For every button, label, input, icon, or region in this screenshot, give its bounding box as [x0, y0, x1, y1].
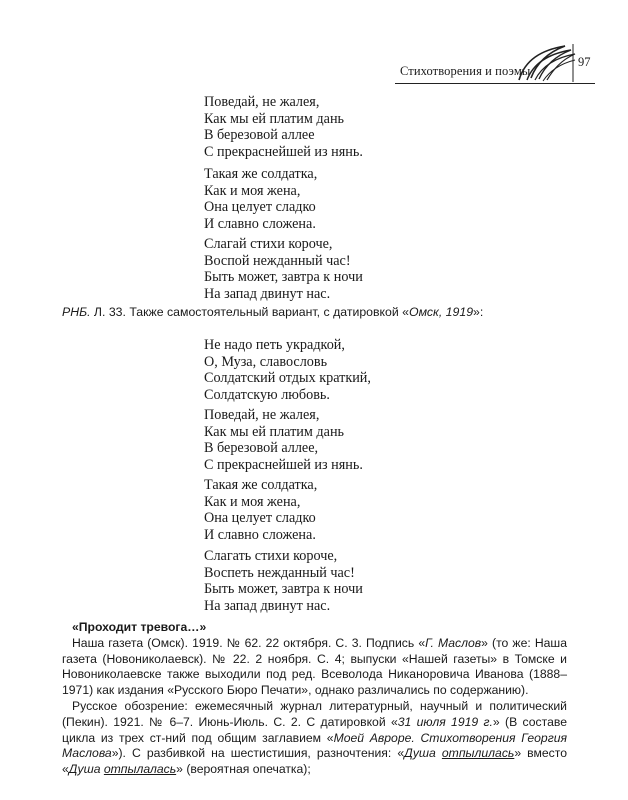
verse-line: Воспой нежданный час! — [204, 252, 351, 269]
verse-line: Воспеть нежданный час! — [204, 564, 355, 581]
verse-line: О, Муза, славословь — [204, 353, 328, 370]
verse-line: С прекраснейшей из нянь. — [204, 456, 363, 473]
source-end: »: — [473, 305, 484, 319]
verse-line: Такая же солдатка, — [204, 166, 318, 182]
verse-line: Она целует сладко — [204, 199, 316, 216]
flourish-ornament-icon — [515, 42, 577, 82]
text-run: » вместо « — [62, 746, 567, 777]
verse-line: Быть может, завтра к ночи — [204, 269, 363, 286]
verse-line: Слагать стихи короче, — [204, 548, 338, 564]
verse-line: Солдатскую любовь. — [204, 386, 330, 403]
poem-a-stanza — [204, 236, 363, 302]
source-note — [62, 305, 483, 319]
verse-line: Как и моя жена, — [204, 493, 301, 510]
verse-line: Не надо петь украдкой, — [204, 337, 345, 353]
running-title: Стихотворения и поэмы — [400, 64, 531, 78]
verse-line: Она целует сладко — [204, 510, 316, 527]
text-run: Русское обозрение: ежемесячный журнал литературный, научный и политический (Пекин). 1921. № 6–7. Июнь-Июль. С. 2. С датировкой « — [62, 698, 567, 729]
verse-line: В березовой аллее — [204, 127, 315, 144]
variant-text: Душа — [68, 762, 104, 777]
poem-b-stanza — [204, 477, 317, 543]
text-run: » (вероятная опечатка); — [176, 762, 311, 777]
text-run: » (В составе цикла из трех ст-ний под общим заглавием « — [62, 714, 567, 745]
poem-b-stanza — [204, 337, 371, 403]
variant-emphasis: отпылилась — [441, 746, 515, 761]
verse-line: Быть может, завтра к ночи — [204, 581, 363, 598]
verse-line: С прекраснейшей из нянь. — [204, 143, 363, 160]
verse-line: И славно сложена. — [204, 526, 316, 543]
verse-line: Как мы ей платим дань — [204, 110, 345, 127]
cycle-title: Моей Авроре. Стихотворения Георгия Маслова — [62, 730, 568, 761]
verse-line: Поведай, не жалея, — [204, 94, 320, 110]
poem-a-stanza — [204, 94, 363, 160]
text-run: Наша газета (Омск). 1919. № 62. 22 октября. С. 3. Подпись « — [72, 635, 426, 650]
signature-text: Г. Маслов — [425, 635, 482, 650]
source-ref: РНБ. — [62, 305, 91, 319]
verse-line: На запад двинут нас. — [204, 597, 331, 614]
variant-text: Душа — [404, 746, 442, 761]
header-rule — [395, 83, 595, 84]
verse-line: Как мы ей платим дань — [204, 423, 345, 440]
verse-line: Поведай, не жалея, — [204, 407, 320, 423]
commentary-heading: «Проходит тревога…» — [72, 620, 207, 634]
verse-line: И славно сложена. — [204, 215, 316, 232]
page-number: 97 — [578, 55, 591, 69]
variant-emphasis: отпылалась — [103, 762, 177, 777]
verse-line: В березовой аллее, — [204, 440, 319, 457]
verse-line: На запад двинут нас. — [204, 285, 331, 302]
verse-line: Слагай стихи короче, — [204, 236, 333, 252]
source-text: Л. 33. Также самостоятельный вариант, с датировкой « — [90, 305, 410, 319]
verse-line: Солдатский отдых краткий, — [204, 370, 371, 387]
date-text: 31 июля 1919 г. — [397, 714, 493, 729]
text-run: »). С разбивкой на шестистишия, разночтения: « — [111, 746, 405, 761]
verse-line: Как и моя жена, — [204, 182, 301, 199]
poem-a-stanza — [204, 166, 317, 232]
poem-b-stanza — [204, 407, 363, 473]
commentary-paragraph — [62, 699, 567, 778]
source-dating: Омск, 1919 — [409, 305, 474, 319]
poem-b-stanza — [204, 548, 363, 614]
verse-line: Такая же солдатка, — [204, 477, 318, 493]
commentary-paragraph — [62, 636, 567, 699]
commentary — [62, 620, 567, 778]
text-run: » (то же: Наша газета (Новониколаевск). № 22. 2 ноября. С. 4; выпуски «Нашей газеты» в Томске и Новониколаевске также выходили под ред. Всеволода Никаноровича Иванова (1888–1971) как издания «Русского Бюро Печати», однако различались по содержанию). — [62, 635, 567, 698]
